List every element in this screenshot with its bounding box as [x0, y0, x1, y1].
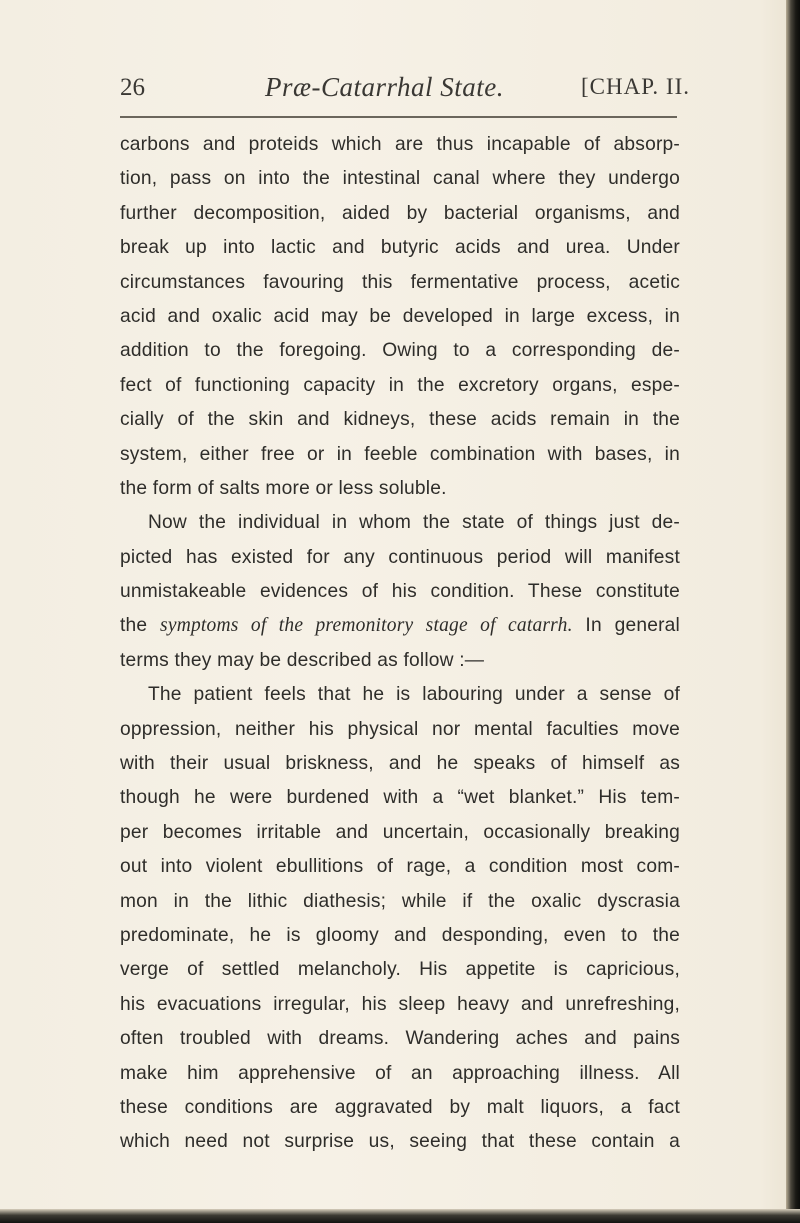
running-head-title: Præ-Catarrhal State. [265, 72, 505, 102]
text-line: out into violent ebullitions of rage, a condition most com- [120, 856, 680, 878]
running-head [120, 70, 690, 110]
text-line: verge of settled melancholy. His appetite is capricious, [120, 959, 680, 981]
text-line: picted has existed for any continuous period will manifest [120, 546, 680, 568]
text-line: mon in the lithic diathesis; while if the oxalic dyscrasia [120, 890, 680, 912]
text-line: break up into lactic and butyric acids and urea. Under [120, 237, 680, 259]
text-line: make him apprehensive of an approaching illness. All [120, 1062, 680, 1084]
text-line: with their usual briskness, and he speaks of himself as [120, 753, 680, 775]
text-segment: the [120, 615, 161, 637]
italic-phrase: symptoms of the premonitory stage of catarrh. [160, 615, 573, 637]
text-line: acid and oxalic acid may be developed in large excess, in [120, 305, 680, 327]
header-rule [120, 116, 677, 118]
page-bottom-edge [0, 1209, 800, 1223]
text-line: tion, pass on into the intestinal canal where they undergo [120, 168, 680, 190]
text-line: these conditions are aggravated by malt liquors, a fact [120, 1096, 680, 1118]
text-line: Now the individual in whom the state of things just de- [148, 512, 680, 534]
text-line: his evacuations irregular, his sleep heavy and unrefreshing, [120, 993, 680, 1015]
text-line: unmistakeable evidences of his condition. These constitute [120, 581, 680, 603]
text-line: system, either free or in feeble combination with bases, in [120, 443, 680, 465]
text-line: though he were burdened with a “wet blanket.” His tem- [120, 787, 680, 809]
page-binding-edge [786, 0, 800, 1223]
text-line: oppression, neither his physical nor mental faculties move [120, 718, 680, 740]
text-line: often troubled with dreams. Wandering aches and pains [120, 1028, 680, 1050]
text-line: fect of functioning capacity in the excretory organs, espe- [120, 374, 680, 396]
text-line: circumstances favouring this fermentative process, acetic [120, 271, 680, 293]
body-text [120, 128, 680, 1160]
text-line-with-italic [120, 609, 680, 643]
text-line: per becomes irritable and uncertain, occasionally breaking [120, 821, 680, 843]
text-line: cially of the skin and kidneys, these acids remain in the [120, 409, 680, 431]
text-line: terms they may be described as follow :— [120, 649, 485, 671]
text-line: further decomposition, aided by bacterial organisms, and [120, 202, 680, 224]
text-line: which need not surprise us, seeing that these contain a [120, 1131, 680, 1153]
page-number: 26 [120, 74, 145, 101]
text-segment: In general [572, 615, 680, 637]
text-line: the form of salts more or less soluble. [120, 477, 447, 499]
text-line: addition to the foregoing. Owing to a corresponding de- [120, 340, 680, 362]
text-line: The patient feels that he is labouring under a sense of [148, 684, 680, 706]
text-line: carbons and proteids which are thus incapable of absorp- [120, 134, 680, 155]
text-line: predominate, he is gloomy and desponding, even to the [120, 924, 680, 946]
chapter-label: [CHAP. II. [580, 74, 690, 99]
